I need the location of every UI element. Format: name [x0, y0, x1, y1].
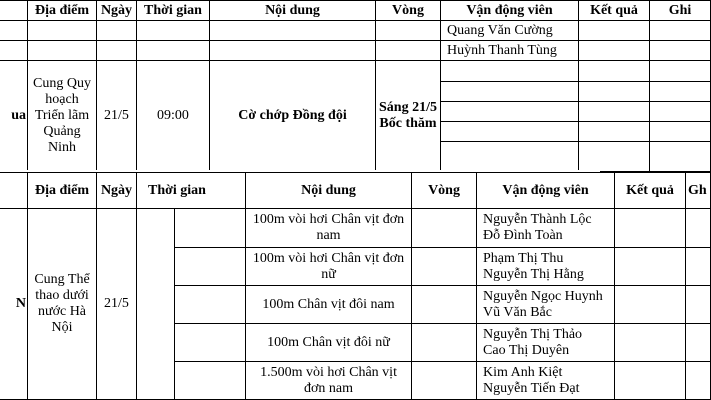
athlete-name: Phạm Thị Thu	[483, 250, 564, 266]
header-time: Thời gian	[137, 1, 210, 21]
round-cell	[412, 209, 477, 248]
athlete-cell	[441, 122, 579, 142]
athlete-name: Kim Anh Kiệt	[483, 364, 563, 380]
time-subcell	[175, 324, 246, 362]
note-cell	[650, 21, 711, 41]
content-cell: 100m Chân vịt đôi nam	[246, 286, 412, 324]
header-content: Nội dung	[210, 1, 376, 21]
date-cell: 21/5	[97, 61, 137, 172]
note-cell	[650, 142, 711, 172]
round-cell	[412, 362, 477, 400]
athletes-cell	[477, 209, 615, 248]
note-cell	[650, 61, 711, 82]
content-cell: 100m vòi hơi Chân vịt đơn nam	[246, 209, 412, 248]
result-cell	[615, 362, 686, 400]
athletes-cell	[477, 248, 615, 286]
cell	[210, 21, 376, 41]
athlete-name: Nguyễn Thành Lộc	[483, 212, 592, 227]
cell	[137, 21, 210, 41]
event-fragment: ua	[0, 61, 28, 172]
time-subcell	[175, 248, 246, 286]
result-cell	[615, 209, 686, 248]
header-date: Ngày	[97, 1, 137, 21]
header-round: Vòng	[376, 1, 441, 21]
round-cell	[412, 286, 477, 324]
round-cell: Sáng 21/5 Bốc thăm	[376, 61, 441, 172]
athletes-cell	[477, 324, 615, 362]
athlete-cell: Huỳnh Thanh Tùng	[441, 41, 579, 61]
header-time: Thời gian	[137, 173, 246, 209]
note-cell	[650, 122, 711, 142]
athlete-name: Vũ Văn Bắc	[483, 304, 552, 320]
header-note: Ghi	[650, 1, 711, 21]
time-cell: 09:00	[137, 61, 210, 172]
cell	[0, 41, 28, 61]
cell	[97, 41, 137, 61]
note-cell	[650, 41, 711, 61]
location-cell: Cung Quy hoạch Triển lãm Quảng Ninh	[28, 61, 97, 172]
result-cell	[579, 41, 650, 61]
round-cell	[412, 324, 477, 362]
note-cell	[686, 286, 711, 324]
athletes-cell	[477, 362, 615, 400]
cell	[210, 41, 376, 61]
content-cell: 100m vòi hơi Chân vịt đơn nữ	[246, 248, 412, 286]
athlete-cell	[441, 102, 579, 122]
date-cell: 21/5	[97, 209, 137, 400]
header-location: Địa điểm	[28, 1, 97, 21]
time-subcell	[175, 209, 246, 248]
content-cell: 100m Chân vịt đôi nữ	[246, 324, 412, 362]
cell	[97, 21, 137, 41]
result-cell	[579, 142, 650, 172]
athlete-cell: Quang Văn Cường	[441, 21, 579, 41]
event-fragment: N	[0, 209, 28, 400]
round-cell	[412, 248, 477, 286]
time-subcell	[175, 286, 246, 324]
result-cell	[615, 324, 686, 362]
cell	[28, 21, 97, 41]
location-cell: Cung Thể thao dưới nước Hà Nội	[28, 209, 97, 400]
athlete-cell	[441, 142, 579, 172]
cell	[376, 21, 441, 41]
athlete-cell	[441, 61, 579, 82]
header-result: Kết quả	[615, 173, 686, 209]
note-cell	[686, 248, 711, 286]
schedule-table-quang-ninh	[0, 0, 692, 170]
header-content: Nội dung	[246, 173, 412, 209]
header-col-0	[0, 1, 28, 21]
cell	[28, 41, 97, 61]
content-cell: 1.500m vòi hơi Chân vịt đơn nam	[246, 362, 412, 400]
athlete-name: Nguyễn Thị Hằng	[483, 266, 584, 282]
athlete-name: Nguyễn Thị Thảo	[483, 326, 583, 342]
note-cell	[686, 209, 711, 248]
header-location: Địa điểm	[28, 173, 97, 209]
time-cell	[137, 209, 175, 400]
note-cell	[686, 324, 711, 362]
athlete-name: Nguyễn Tiến Đạt	[483, 380, 580, 396]
schedule-table-ha-noi	[0, 172, 707, 400]
athlete-name: Nguyễn Ngọc Huynh	[483, 288, 603, 304]
header-date: Ngày	[97, 173, 137, 209]
content-cell: Cờ chớp Đồng đội	[210, 61, 376, 172]
result-cell	[579, 61, 650, 82]
result-cell	[579, 21, 650, 41]
time-subcell	[175, 362, 246, 400]
note-cell	[650, 102, 711, 122]
cell	[376, 41, 441, 61]
header-athletes: Vận động viên	[477, 173, 615, 209]
cell	[0, 21, 28, 41]
result-cell	[579, 102, 650, 122]
result-cell	[615, 248, 686, 286]
header-athletes: Vận động viên	[441, 1, 579, 21]
result-cell	[579, 122, 650, 142]
header-col-0	[0, 173, 28, 209]
athlete-cell	[441, 82, 579, 102]
note-cell	[650, 82, 711, 102]
athlete-name: Đỗ Đình Toàn	[483, 228, 563, 243]
result-cell	[579, 82, 650, 102]
header-round: Vòng	[412, 173, 477, 209]
result-cell	[615, 286, 686, 324]
athletes-cell	[477, 286, 615, 324]
athlete-name: Cao Thị Duyên	[483, 342, 570, 358]
note-cell	[686, 362, 711, 400]
header-note: Gh	[686, 173, 711, 209]
cell	[137, 41, 210, 61]
header-result: Kết quả	[579, 1, 650, 21]
